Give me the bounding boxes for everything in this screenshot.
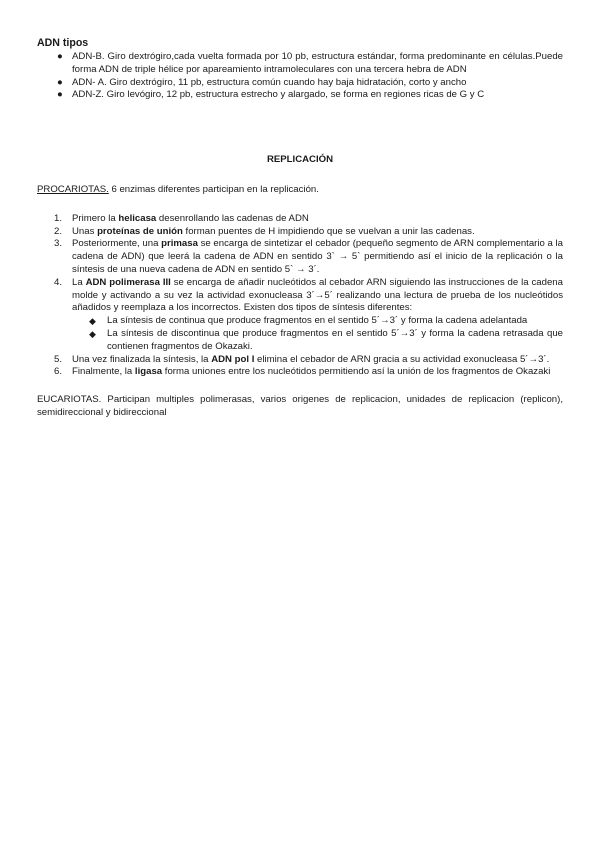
step-text: Una vez finalizada la síntesis, la (72, 353, 212, 365)
prokaryotes-paragraph (37, 184, 563, 197)
sub-item-text: La síntesis de continua que produce fragmentos en el sentido 5´→3´ y forma la cadena adelantada (107, 315, 528, 327)
enzyme-name: ADN pol I (211, 353, 255, 365)
step-number: 2. (54, 225, 63, 237)
sub-item-text: La síntesis de discontinua que produce fragmentos en el sentido 5´→3´ y forma la cadena retrasada que contienen fragmentos de Okazaki. (107, 327, 563, 352)
synthesis-types-list (72, 315, 563, 353)
replication-steps-list (37, 213, 563, 379)
adn-z-text: ADN-Z. Giro levógiro, 12 pb, estructura estrecho y alargado, se forma en regiones ricas de G y C (72, 89, 485, 101)
adn-b-item (37, 51, 563, 77)
adn-b-text: ADN-B. Giro dextrógiro,cada vuelta formada por 10 pb, estructura estándar, forma predominante en células.Puede forma ADN de triple hélice por apareamiento intramoleculares con una tercera hebra de ADN (72, 51, 563, 75)
prokaryotes-label: PROCARIOTAS. (37, 183, 109, 195)
step-item-3 (37, 238, 563, 276)
step-text: Primero la (72, 212, 119, 224)
enzyme-name: primasa (161, 238, 198, 250)
step-item-6 (37, 366, 563, 379)
step-text: Unas (72, 225, 98, 237)
step-text: forma uniones entre los nucleótidos permitiendo así la unión de los fragmentos de Okazaki (162, 366, 551, 378)
diamond-bullet-icon: ◆ (89, 328, 96, 339)
bullet-icon: ● (57, 76, 63, 88)
document-page (37, 36, 563, 420)
step-text: La (72, 276, 86, 288)
discontinuous-synthesis-item (72, 328, 563, 354)
bullet-icon: ● (57, 89, 63, 101)
eukaryotes-paragraph: EUCARIOTAS. Participan multiples polimerasas, varios origenes de replicacion, unidades de replicacion (replicon), semidireccional y bidireccional (37, 394, 563, 418)
step-number: 4. (54, 276, 63, 288)
step-text: se encarga de sintetizar el cebador (pequeño segmento de ARN complementario a la cadena de ADN) que leerá la cadena de ADN en sentido 3` → 5` permitiendo así el inicio de la replicación o la síntesis de una nueva cadena de ADN en sentido 5` → 3´. (72, 238, 563, 275)
diamond-bullet-icon: ◆ (89, 316, 96, 327)
step-text: desenrollando las cadenas de ADN (156, 212, 309, 224)
adn-types-heading: ADN tipos (37, 37, 89, 49)
step-number: 5. (54, 353, 63, 365)
replication-heading: REPLICACIÓN (266, 154, 334, 166)
step-text: elimina el cebador de ARN gracia a su actividad exonucleasa 5´→3´. (254, 353, 550, 365)
step-number: 1. (54, 212, 63, 224)
step-item-2 (37, 226, 563, 239)
enzyme-name: ADN polimerasa III (85, 276, 171, 288)
prokaryotes-text: 6 enzimas diferentes participan en la replicación. (108, 183, 319, 195)
step-text: forman puentes de H impidiendo que se vuelvan a unir las cadenas. (182, 225, 475, 237)
adn-z-item (37, 89, 563, 102)
enzyme-name: ligasa (134, 366, 163, 378)
enzyme-name: proteínas de unión (97, 225, 183, 237)
adn-a-text: ADN- A. Giro dextrógiro, 11 pb, estructura común cuando hay baja hidratación, corto y ancho (72, 76, 467, 88)
step-text: Posteriormente, una (72, 238, 162, 250)
step-item-5 (37, 354, 563, 367)
step-number: 3. (54, 238, 63, 250)
step-text: se encarga de añadir nucleótidos al cebador ARN siguiendo las instrucciones de la cadena molde y activando a su vez la actividad exonucleasa 3´→5´ realizando una lectura de prueba de los nucleótidos añadidos y reemplaza a los incorrectos. Existen dos tipos de síntesis diferentes: (72, 276, 563, 314)
enzyme-name: helicasa (118, 212, 157, 224)
adn-a-item (37, 77, 563, 90)
step-item-1 (37, 213, 563, 226)
continuous-synthesis-item (72, 315, 563, 328)
bullet-icon: ● (57, 51, 63, 62)
step-item-4 (37, 277, 563, 354)
step-number: 6. (54, 366, 63, 378)
step-text: Finalmente, la (72, 366, 135, 378)
adn-types-list (37, 51, 563, 102)
